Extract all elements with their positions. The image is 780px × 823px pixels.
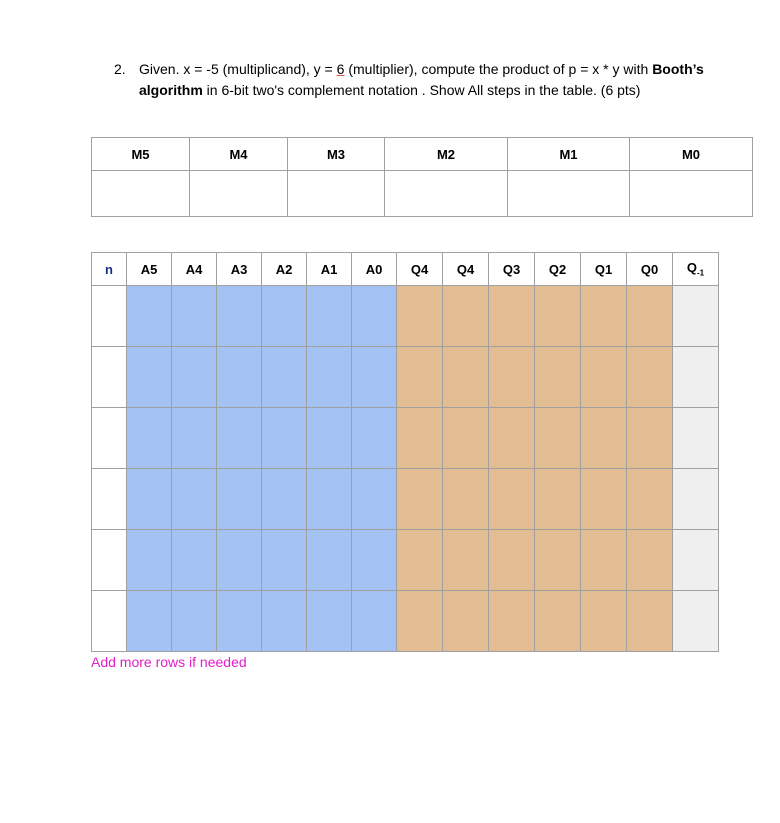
q-header-4: Q4 [443,253,489,286]
q-cell[interactable] [627,347,673,408]
q-cell[interactable] [535,408,581,469]
q-cell[interactable] [443,286,489,347]
q-header-0: Q0 [627,253,673,286]
q-cell[interactable] [489,469,535,530]
a-cell[interactable] [307,469,352,530]
a-cell[interactable] [262,408,307,469]
q-minus1-sub: -1 [697,268,705,278]
a-cell[interactable] [262,530,307,591]
booth-row [92,469,719,530]
booth-row [92,286,719,347]
q-cell[interactable] [397,469,443,530]
question-line2-post: in 6-bit two's complement notation . Show All steps in the table. (6 pts) [202,82,641,98]
q-cell[interactable] [397,591,443,652]
add-rows-note: Add more rows if needed [91,654,247,670]
m-header-3: M3 [288,138,385,171]
a-cell[interactable] [217,530,262,591]
a-cell[interactable] [127,408,172,469]
q-cell[interactable] [443,408,489,469]
q-minus1-header [673,253,719,286]
question-line1-pre: Given. x = -5 (multiplicand), y = [139,61,337,77]
a-cell[interactable] [307,530,352,591]
q-cell[interactable] [535,469,581,530]
q-cell[interactable] [443,469,489,530]
n-cell[interactable] [92,469,127,530]
q-cell[interactable] [489,530,535,591]
q-minus1-cell[interactable] [673,469,719,530]
a-header-2: A2 [262,253,307,286]
q-cell[interactable] [535,591,581,652]
q-cell[interactable] [535,286,581,347]
q-cell[interactable] [627,286,673,347]
a-cell[interactable] [262,286,307,347]
a-cell[interactable] [172,286,217,347]
q-cell[interactable] [397,408,443,469]
booth-row [92,591,719,652]
q-cell[interactable] [581,347,627,408]
q-cell[interactable] [397,347,443,408]
n-cell[interactable] [92,286,127,347]
q-cell[interactable] [397,286,443,347]
q-minus1-cell[interactable] [673,591,719,652]
a-cell[interactable] [352,469,397,530]
q-header-5: Q4 [397,253,443,286]
q-header-1: Q1 [581,253,627,286]
a-cell[interactable] [172,591,217,652]
q-cell[interactable] [627,530,673,591]
a-cell[interactable] [352,530,397,591]
booth-algorithm-bold: Booth’s algorithm [139,61,704,98]
a-cell[interactable] [307,408,352,469]
m-cell-0[interactable] [630,171,753,217]
m-cell-3[interactable] [288,171,385,217]
q-cell[interactable] [535,347,581,408]
a-header-4: A4 [172,253,217,286]
q-cell[interactable] [443,591,489,652]
q-header-3: Q3 [489,253,535,286]
q-cell[interactable] [581,469,627,530]
m-header-0: M0 [630,138,753,171]
q-cell[interactable] [535,530,581,591]
a-cell[interactable] [217,408,262,469]
q-cell[interactable] [627,469,673,530]
a-cell[interactable] [127,591,172,652]
multiplicand-table [91,137,753,217]
q-minus1-cell[interactable] [673,347,719,408]
m-header-5: M5 [92,138,190,171]
booth-row [92,347,719,408]
question-line1-post: (multiplier), compute the product of p = x * y with [344,61,649,77]
q-minus1-cell[interactable] [673,286,719,347]
booth-table [91,252,719,652]
booth-row [92,408,719,469]
a-header-1: A1 [307,253,352,286]
m-cell-5[interactable] [92,171,190,217]
m-cell-4[interactable] [190,171,288,217]
a-cell[interactable] [217,591,262,652]
q-minus1-main: Q [686,260,697,276]
q-cell[interactable] [489,408,535,469]
a-cell[interactable] [262,347,307,408]
a-cell[interactable] [262,469,307,530]
a-cell[interactable] [172,347,217,408]
a-header-5: A5 [127,253,172,286]
q-minus1-cell[interactable] [673,408,719,469]
q-minus1-cell[interactable] [673,530,719,591]
a-cell[interactable] [352,591,397,652]
q-cell[interactable] [581,530,627,591]
question-text [139,59,714,101]
q-cell[interactable] [443,347,489,408]
y-value: 6 [336,61,345,77]
a-header-3: A3 [217,253,262,286]
a-header-0: A0 [352,253,397,286]
a-cell[interactable] [172,469,217,530]
q-cell[interactable] [627,408,673,469]
a-cell[interactable] [352,286,397,347]
q-cell[interactable] [489,286,535,347]
n-cell[interactable] [92,591,127,652]
q-cell[interactable] [443,530,489,591]
a-cell[interactable] [352,408,397,469]
q-cell[interactable] [581,286,627,347]
a-cell[interactable] [262,591,307,652]
n-cell[interactable] [92,530,127,591]
m-row [92,171,753,217]
q-cell[interactable] [627,591,673,652]
q-cell[interactable] [397,530,443,591]
question-number: 2. [114,61,126,77]
a-cell[interactable] [217,469,262,530]
n-cell[interactable] [92,408,127,469]
a-cell[interactable] [307,347,352,408]
q-cell[interactable] [489,347,535,408]
a-cell[interactable] [352,347,397,408]
m-header-2: M2 [385,138,508,171]
q-cell[interactable] [581,591,627,652]
q-header-2: Q2 [535,253,581,286]
m-cell-1[interactable] [508,171,630,217]
booth-row [92,530,719,591]
booth-body [92,286,719,652]
a-cell[interactable] [127,530,172,591]
a-cell[interactable] [217,286,262,347]
a-cell[interactable] [127,286,172,347]
a-cell[interactable] [127,469,172,530]
n-cell[interactable] [92,347,127,408]
a-cell[interactable] [127,347,172,408]
a-cell[interactable] [172,408,217,469]
n-header: n [92,253,127,286]
m-cell-2[interactable] [385,171,508,217]
q-cell[interactable] [489,591,535,652]
a-cell[interactable] [217,347,262,408]
m-header-4: M4 [190,138,288,171]
a-cell[interactable] [307,591,352,652]
a-cell[interactable] [172,530,217,591]
q-cell[interactable] [581,408,627,469]
m-header-1: M1 [508,138,630,171]
a-cell[interactable] [307,286,352,347]
